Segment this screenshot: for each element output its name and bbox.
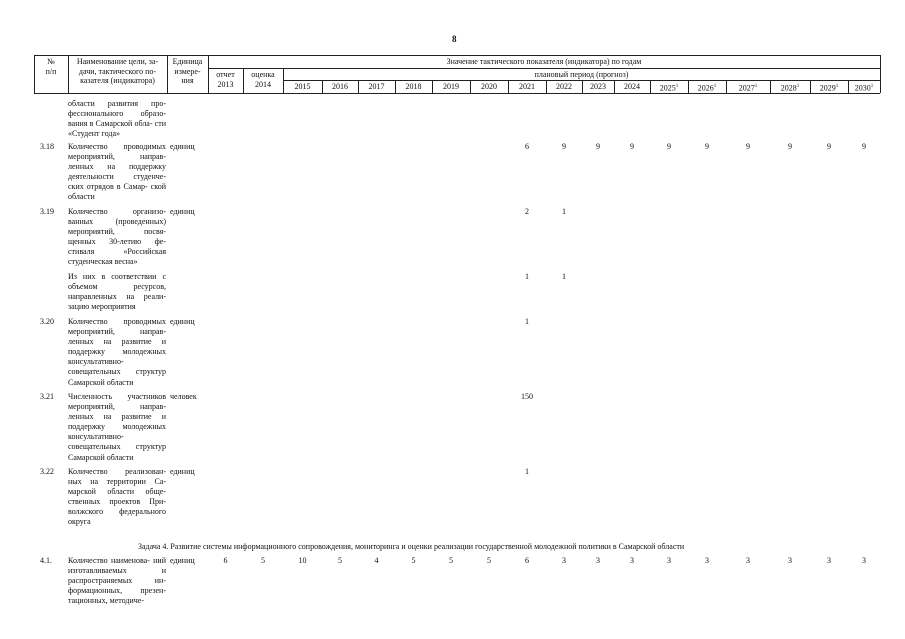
row-name: Из них в соответствии с объемом ресурсов, направленных на реали- зацию мероприятия — [68, 272, 166, 312]
header-year-2021 — [508, 82, 546, 92]
year-label: 2016 — [332, 82, 348, 91]
row-value-2029: 9 — [827, 142, 831, 151]
year-label: 2029 — [819, 83, 836, 93]
row-value-2021: 2 — [525, 207, 529, 216]
header-year-2024 — [614, 82, 650, 92]
year-label: 2021 — [519, 82, 535, 91]
row-value-2025: 9 — [667, 142, 671, 151]
header-number — [34, 57, 68, 76]
year-label: 2025 — [659, 83, 676, 93]
header-unit-line: ния — [181, 76, 194, 86]
row-value-2024: 3 — [630, 556, 634, 565]
header-report-line: отчет — [216, 70, 235, 79]
row-value-2030: 9 — [862, 142, 866, 151]
row-name: Количество наименова- ний изготавливаемых и распространяемых ин- формационных, презен- тационных, методиче- — [68, 556, 166, 606]
header-name-line: казателя (индикатора) — [80, 76, 155, 86]
year-label: 2026 — [697, 83, 714, 93]
year-label: 2020 — [481, 82, 497, 91]
header-year-2015 — [283, 82, 322, 92]
year-footnote-mark: 1 — [675, 84, 679, 89]
row-name: Количество проводимых мероприятий, направ- ленных на поддержку деятельности студенче- ских отрядов в Самар- ской области — [68, 142, 166, 202]
header-name-line: дачи, тактического по- — [78, 66, 157, 76]
header-unit-line: Единица — [172, 57, 203, 66]
row-value-2022: 9 — [562, 142, 566, 151]
row-unit: единиц — [170, 556, 195, 565]
row-value-2023: 3 — [596, 556, 600, 565]
row-value-2028: 9 — [788, 142, 792, 151]
header-number-line: № — [47, 57, 55, 66]
task-4-title: Задача 4. Развитие системы информационного сопровождения, мониторинга и оценки реализации государственной молодежной политики в Самарской области — [138, 542, 685, 551]
year-footnote-mark: 1 — [754, 84, 758, 89]
header-report-line: 2013 — [217, 79, 234, 89]
row-number: 3.19 — [40, 207, 54, 216]
row-value-2022: 1 — [562, 207, 566, 216]
year-label: 2030 — [854, 83, 871, 93]
table-rule — [34, 55, 880, 56]
row-value-2021: 1 — [525, 467, 529, 476]
year-label: 2024 — [624, 82, 640, 91]
row-name: Численность участников мероприятий, направ- ленных на развитие и поддержку молодежных консультативно- совещательных структур Самарской области — [68, 392, 166, 462]
row-value-2026: 3 — [705, 556, 709, 565]
row-value-2020: 5 — [487, 556, 491, 565]
row-value-2021: 1 — [525, 272, 529, 281]
header-name — [68, 57, 167, 86]
year-footnote-mark: 1 — [713, 84, 717, 89]
row-value-2018: 5 — [411, 556, 416, 565]
header-plan-title — [283, 70, 880, 80]
row-unit: человек — [170, 392, 197, 401]
header-group-title-line: Значение тактического показателя (индикатора) по годам — [446, 57, 642, 66]
row-name: Количество реализован- ных на территории Са- марской области обще- ственных проектов При- волжского федерального округа — [68, 467, 166, 527]
header-year-2023 — [582, 82, 614, 92]
year-label: 2019 — [443, 82, 459, 91]
header-unit-line: измере- — [174, 66, 201, 76]
header-year-2017 — [358, 82, 395, 92]
row-name: Количество организо- ванных (проведенных) мероприятий, посвя- щенных 30-летию фе- стиваля «Российская студенческая весна» — [68, 207, 166, 267]
row-value-report: 6 — [223, 556, 228, 565]
header-estimate-line: оценка — [251, 70, 275, 79]
year-label: 2027 — [738, 83, 755, 93]
header-unit — [167, 57, 208, 86]
table-rule — [208, 68, 880, 69]
year-footnote-mark: 1 — [835, 84, 839, 89]
row-value-2015: 10 — [298, 556, 307, 565]
header-plan-title-line: плановый период (прогноз) — [534, 70, 629, 79]
year-label: 2028 — [780, 83, 797, 93]
year-label: 2022 — [556, 82, 572, 91]
header-year-2029 — [810, 82, 848, 93]
row-value-2021: 6 — [525, 556, 529, 565]
header-year-2026 — [688, 82, 726, 93]
header-year-2027 — [726, 82, 770, 93]
header-year-2018 — [395, 82, 432, 92]
row-value-2026: 9 — [705, 142, 709, 151]
row-name: области развития про- фессионального образо- вания в Самарской обла- сти «Студент года» — [68, 99, 166, 139]
header-year-2016 — [322, 82, 358, 92]
row-number: 3.22 — [40, 467, 54, 476]
row-number: 3.20 — [40, 317, 54, 326]
header-year-2022 — [546, 82, 582, 92]
row-value-2027: 9 — [746, 142, 750, 151]
row-value-2019: 5 — [449, 556, 453, 565]
row-number: 3.21 — [40, 392, 54, 401]
row-unit: единиц — [170, 317, 195, 326]
row-value-2021: 6 — [525, 142, 529, 151]
year-label: 2015 — [294, 82, 311, 91]
row-value-2025: 3 — [667, 556, 671, 565]
row-value-2030: 3 — [862, 556, 866, 565]
row-name: Количество проводимых мероприятий, направ- ленных на развитие и поддержку молодежных консультативно- совещательных структур Самарской области — [68, 317, 166, 387]
page-number: 8 — [452, 34, 457, 44]
row-value-2024: 9 — [630, 142, 634, 151]
header-number-line: п/п — [45, 66, 57, 76]
row-number: 4.1. — [40, 556, 52, 565]
row-value-2022: 3 — [562, 556, 566, 565]
header-report — [208, 70, 243, 89]
year-footnote-mark: 1 — [870, 84, 874, 89]
header-estimate-line: 2014 — [255, 79, 271, 89]
header-name-line: Наименование цели, за- — [76, 57, 159, 66]
row-number: 3.18 — [40, 142, 54, 151]
row-unit: единиц — [170, 207, 195, 216]
header-year-2028 — [770, 82, 810, 93]
header-year-2030 — [848, 82, 880, 93]
row-value-2016: 5 — [338, 556, 342, 565]
row-value-2023: 9 — [596, 142, 600, 151]
row-value-2017: 4 — [374, 556, 379, 565]
year-footnote-mark: 1 — [796, 84, 800, 89]
header-group-title — [208, 57, 880, 67]
row-value-2021: 150 — [521, 392, 533, 401]
row-value-2029: 3 — [827, 556, 831, 565]
year-label: 2018 — [405, 82, 422, 91]
year-label: 2017 — [368, 82, 385, 91]
header-year-2019 — [432, 82, 470, 92]
header-estimate — [243, 70, 283, 89]
row-value-2022: 1 — [562, 272, 566, 281]
header-year-2020 — [470, 82, 508, 92]
row-unit: единиц — [170, 142, 195, 151]
row-value-2027: 3 — [746, 556, 750, 565]
row-unit: единиц — [170, 467, 195, 476]
header-year-2025 — [650, 82, 688, 93]
row-value-estimate: 5 — [261, 556, 265, 565]
row-value-2021: 1 — [525, 317, 529, 326]
row-value-2028: 3 — [788, 556, 792, 565]
year-label: 2023 — [590, 82, 606, 91]
table-rule — [880, 55, 881, 93]
